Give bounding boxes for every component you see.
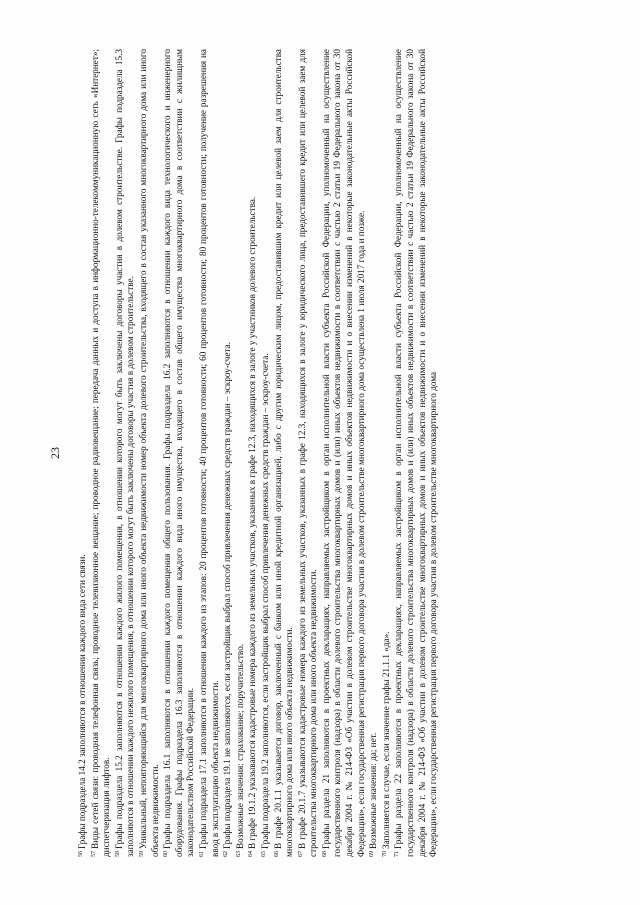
footnote-number: 69 (369, 850, 376, 857)
footnote (392, 49, 439, 857)
footnote-number: 71 (394, 850, 401, 857)
footnote-number: 67 (297, 850, 304, 857)
footnote-number: 56 (78, 850, 84, 857)
footnote-text: Уникальный, неповторяющийся для многоквартирного дома или иного объекта недвижимости номер объекта долевого строительства, входящего в состав указанного многоквартирного дома или иного объекта недвижимости. (137, 48, 160, 857)
footnote (246, 49, 259, 857)
footnote-number: 63 (235, 850, 242, 857)
footnote-text: Графы подраздела 16.1 заполняются в отношении каждого помещения общего пользования. Графы подраздела 16.2 заполняются в отношении каждого вида технологического и инженерного оборудования. Графы подраздела 16.3 заполняются в отношении каждого вида иного имущества, входящего в состав общего имущества многоквартирного дома в соответствии с жилищным законодательством Российской Федерации. (162, 48, 196, 857)
footnote (76, 49, 89, 857)
footnote-number: 68 (321, 850, 328, 857)
footnote-text: В графе 20.1.7 указываются кадастровые номера каждого из земельных участков, указанных в графе 12.3, находящихся в залоге у юридического лица, предоставившего кредит или целевой заем для строительства многоквартирного дома или иного объекта недвижимости. (296, 48, 319, 857)
footnote-text: Возможные значения: да; нет. (368, 732, 379, 849)
footnote-text: Графы раздела 21 заполняются в проектных декларациях, направляемых застройщиком в орган исполнительной власти субъекта Российской Федерации, уполномоченный на осуществление государственного контроля (надзора) в области долевого строительства многоквартирных домов и (или) иных объектов недвижимости в соответствии с частью 2 статьи 19 Федерального закона от 30 декабря 2004 г. № 214-ФЗ «Об участии в долевом строительстве многоквартирных домов и иных объектов недвижимости и о внесении изменений в некоторые законодательные акты Российской Федерации», если государственная регистрация первого договора участия в долевом строительстве многоквартирного дома осуществлена 1 июля 2017 года и позже. (320, 48, 366, 857)
footnote-number: 61 (198, 850, 205, 857)
footnote-number: 66 (273, 850, 280, 857)
footnote-number: 70 (381, 850, 388, 857)
footnote-number: 64 (248, 850, 255, 857)
footnote-text: Графы подраздела 15.2 заполняются в отношении каждого жилого помещения, в отношении которого могут быть заключены договоры участия в долевом строительстве. Графы подраздела 15.3 заполняются в отношении каждого нежилого помещения, в отношении которого могут быть заключены договоры участия в долевом строительстве. (113, 48, 136, 857)
footnote-text: Графы подраздела 14.2 заполняются в отношении каждого вида сети связи. (77, 553, 87, 849)
footnote (320, 49, 367, 857)
footnote-number: 60 (163, 850, 170, 857)
footnote (234, 49, 247, 857)
footnote-text: Возможные значения: страхование; поручительство. (234, 643, 245, 849)
footnote (161, 49, 197, 857)
footnote (113, 49, 137, 857)
footnote-number: 65 (260, 850, 267, 857)
footnote (367, 49, 380, 857)
footnote-number: 59 (138, 850, 145, 857)
footnote-number: 57 (90, 850, 97, 857)
rotated-content (40, 43, 600, 863)
footnote-number: 62 (223, 850, 230, 857)
footnote-text: В графе 20.1.1 указывается договор, заключенный с банком или иной кредитной организацией, либо с другим юридическим лицом, предоставившим кредит или целевой заем для строительства многоквартирного дома или иного объекта недвижимости. (272, 48, 295, 857)
footnote-text: Графы подраздела 19.2 заполняются, если застройщик выбрал способ привлечения денежных средств граждан – эскроу-счета. (259, 352, 270, 849)
footnote-number: 58 (114, 850, 121, 857)
footnote (259, 49, 272, 857)
footnote (137, 49, 161, 857)
footnote-text: Заполняется в случае, если значение графы 21.1.1 «да». (380, 631, 391, 849)
footnote (272, 49, 296, 857)
footnote-text: Графы раздела 22 заполняются в проектных декларациях, направляемых застройщиком в орган исполнительной власти субъекта Российской Федерации, уполномоченный на осуществление государственного контроля (надзора) в области долевого строительства многоквартирных домов и (или) иных объектов недвижимости в соответствии с частью 2 статьи 19 Федерального закона от 30 декабря 2004 г. № 214-ФЗ «Об участии в долевом строительстве многоквартирных домов и иных объектов недвижимости и о внесении изменений в некоторые законодательные акты Российской Федерации», если государственная регистрация первого договора участия в долевом строительстве многоквартирного дома (393, 48, 439, 857)
footnote-text: Графы подраздела 17.1 заполняются в отношении каждого из этапов: 20 процентов готовности; 40 процентов готовности; 60 процентов готовности; 80 процентов готовности; получение разрешения на ввод в эксплуатацию объекта недвижимости. (197, 48, 220, 857)
footnote (296, 49, 320, 857)
footnote-text: Виды сетей связи: проводная телефонная связь; проводное телевизионное вещание; проводное радиовещание; передача данных и доступа в информационно-телекоммуникационную сеть «Интернет»; диспетчеризация лифтов. (89, 48, 112, 857)
footnote-text: В графе 19.1.2 указываются кадастровые номера каждого из земельных участков, указанных в графе 12.3, находящихся в залоге у участников долевого строительства. (247, 196, 258, 849)
footnote-text: Графы подраздела 19.1 не заполняются, если застройщик выбрал способ привлечения денежных средств граждан – эскроу-счета. (222, 341, 233, 849)
footnote (197, 49, 221, 857)
footnote (380, 49, 393, 857)
page-number: 23 (48, 446, 62, 459)
footnote (89, 49, 113, 857)
footnote (221, 49, 234, 857)
footnotes-list (76, 49, 596, 857)
